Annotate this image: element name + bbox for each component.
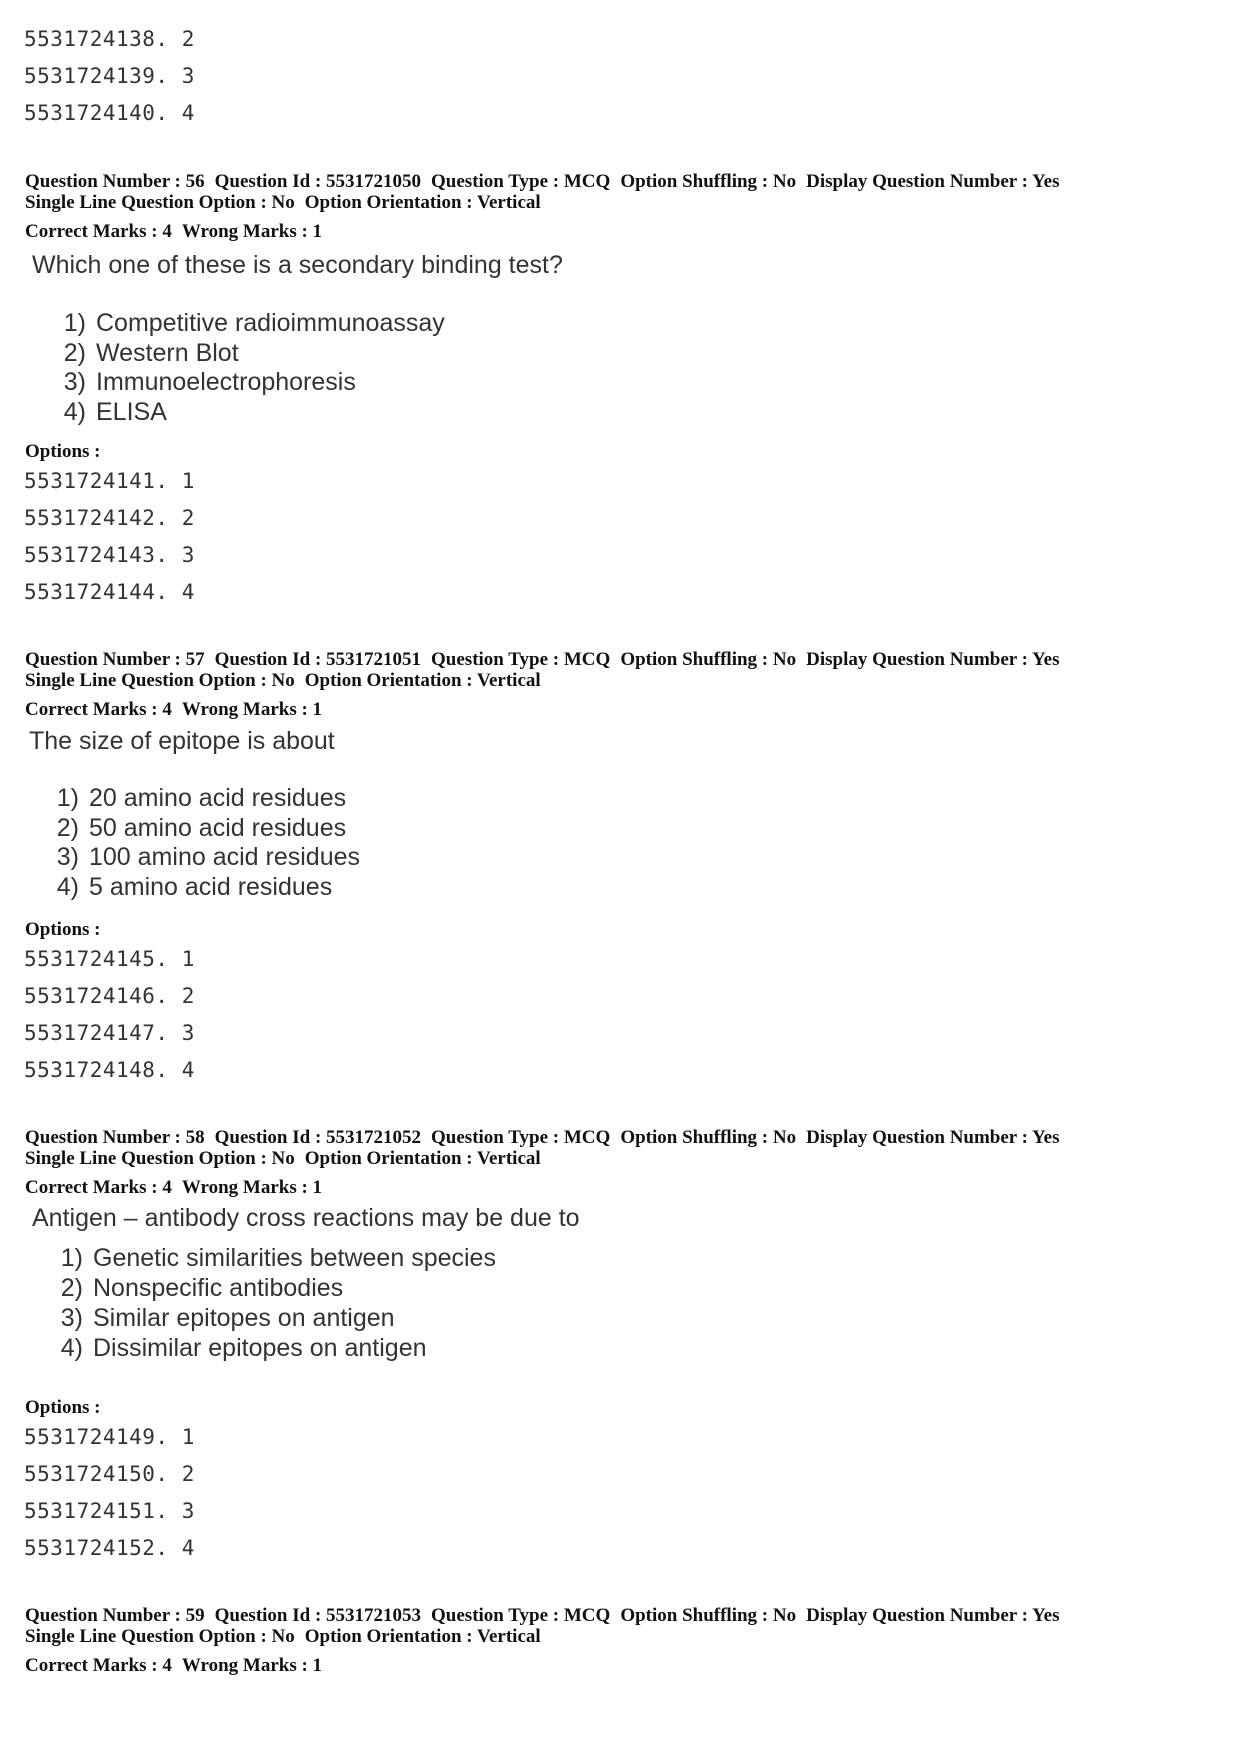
option-id-line: 5531724144. 4 [24, 580, 195, 604]
question-text: Antigen – antibody cross reactions may be due to [32, 1204, 580, 1232]
question-choice: 3) Similar epitopes on antigen [60, 1304, 395, 1332]
question-choice: 2) 50 amino acid residues [56, 814, 347, 842]
question-marks: Correct Marks : 4 Wrong Marks : 1 [25, 1655, 323, 1676]
question-marks: Correct Marks : 4 Wrong Marks : 1 [25, 221, 323, 242]
question-choice: 3) Immunoelectrophoresis [63, 368, 356, 396]
question-choice: 2) Nonspecific antibodies [60, 1274, 344, 1302]
question-choice: 4) ELISA [63, 398, 167, 426]
question-choice: 4) Dissimilar epitopes on antigen [60, 1334, 427, 1362]
question-choice: 2) Western Blot [63, 339, 239, 367]
option-id-line: 5531724139. 3 [24, 64, 195, 88]
option-id-line: 5531724141. 1 [24, 469, 195, 493]
question-meta-line1: Question Number : 59 Question Id : 5531721053 Question Type : MCQ Option Shuffling : No Display Question Number : Yes [25, 1605, 1060, 1626]
question-marks: Correct Marks : 4 Wrong Marks : 1 [25, 1177, 323, 1198]
option-id-line: 5531724142. 2 [24, 506, 195, 530]
question-choice: 1) Competitive radioimmunoassay [63, 309, 445, 337]
option-id-line: 5531724151. 3 [24, 1499, 195, 1523]
question-text: The size of epitope is about [29, 727, 335, 755]
option-id-line: 5531724146. 2 [24, 984, 195, 1008]
question-meta-line1: Question Number : 57 Question Id : 5531721051 Question Type : MCQ Option Shuffling : No Display Question Number : Yes [25, 649, 1060, 670]
question-meta-line1: Question Number : 58 Question Id : 5531721052 Question Type : MCQ Option Shuffling : No Display Question Number : Yes [25, 1127, 1060, 1148]
option-id-line: 5531724148. 4 [24, 1058, 195, 1082]
question-meta-line2: Single Line Question Option : No Option Orientation : Vertical [25, 1148, 541, 1169]
options-label: Options : [25, 919, 101, 940]
question-choice: 4) 5 amino acid residues [56, 873, 333, 901]
option-id-line: 5531724152. 4 [24, 1536, 195, 1560]
question-meta-line2: Single Line Question Option : No Option Orientation : Vertical [25, 192, 541, 213]
question-choice: 3) 100 amino acid residues [56, 843, 360, 871]
option-id-line: 5531724145. 1 [24, 947, 195, 971]
option-id-line: 5531724140. 4 [24, 101, 195, 125]
options-label: Options : [25, 1397, 101, 1418]
question-meta-line2: Single Line Question Option : No Option Orientation : Vertical [25, 1626, 541, 1647]
question-choice: 1) Genetic similarities between species [60, 1244, 496, 1272]
option-id-line: 5531724150. 2 [24, 1462, 195, 1486]
option-id-line: 5531724138. 2 [24, 27, 195, 51]
options-label: Options : [25, 441, 101, 462]
question-meta-line1: Question Number : 56 Question Id : 5531721050 Question Type : MCQ Option Shuffling : No Display Question Number : Yes [25, 171, 1060, 192]
question-text: Which one of these is a secondary binding test? [32, 251, 563, 279]
question-meta-line2: Single Line Question Option : No Option Orientation : Vertical [25, 670, 541, 691]
option-id-line: 5531724149. 1 [24, 1425, 195, 1449]
option-id-line: 5531724147. 3 [24, 1021, 195, 1045]
question-choice: 1) 20 amino acid residues [56, 784, 347, 812]
question-marks: Correct Marks : 4 Wrong Marks : 1 [25, 699, 323, 720]
option-id-line: 5531724143. 3 [24, 543, 195, 567]
